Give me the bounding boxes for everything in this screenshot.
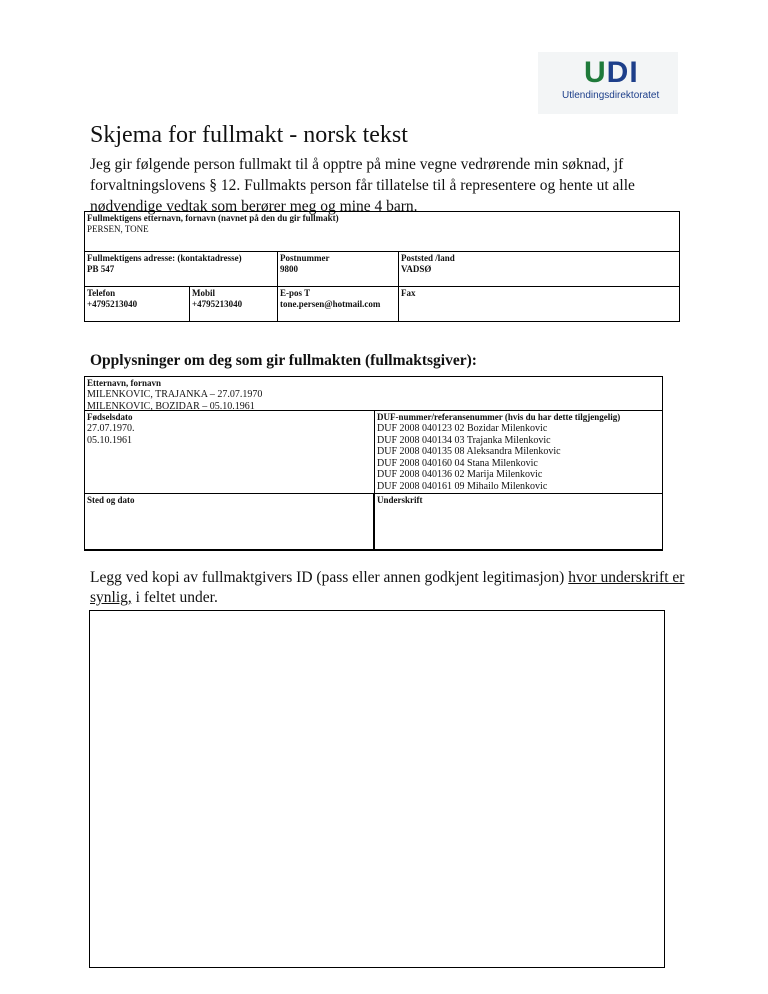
giver-duf-label: DUF-nummer/referansenummer (hvis du har dette tilgjengelig)	[377, 412, 621, 422]
agent-name-value: PERSEN, TONE	[87, 224, 149, 234]
agent-name-label: Fullmektigens etternavn, fornavn (navnet på den du gir fullmakt)	[87, 213, 339, 223]
agent-name-cell[interactable]	[84, 211, 680, 252]
giver-name-line: MILENKOVIC, TRAJANKA – 27.07.1970	[87, 389, 263, 400]
agent-fax-label: Fax	[401, 288, 416, 298]
agent-phone-value: +4795213040	[87, 299, 138, 309]
underlined-phrase: hvor underskrift er synlig,	[90, 569, 685, 606]
udi-logo-mark: UDI	[584, 56, 639, 89]
intro-paragraph: Jeg gir følgende person fullmakt til å opptre på mine vegne vedrørende min søknad, jf forvaltningslovens § 12. Fullmakts person får tillatelse til å representere og hente ut alle nødvendige vedtak som berører meg og mine 4 barn.	[90, 156, 635, 215]
agent-email-label: E-pos T	[280, 288, 311, 298]
agent-address-cell[interactable]	[84, 251, 278, 287]
signature-field[interactable]	[374, 493, 663, 551]
section-heading-giver: Opplysninger om deg som gir fullmakten (fullmaktsgiver):	[90, 352, 477, 369]
duf-line: DUF 2008 040161 09 Mihailo Milenkovic	[377, 480, 548, 492]
id-copy-field[interactable]	[89, 610, 665, 968]
attachment-instruction: Legg ved kopi av fullmaktgivers ID (pass eller annen godkjent legitimasjon) hvor underskrift er synlig, i feltet under.	[90, 569, 685, 606]
duf-line: DUF 2008 040160 04 Stana Milenkovic	[377, 457, 538, 469]
duf-line: DUF 2008 040123 02 Bozidar Milenkovic	[377, 423, 548, 434]
agent-fax-cell[interactable]	[398, 286, 680, 322]
giver-dob-line: 27.07.1970.	[87, 423, 135, 434]
duf-line: DUF 2008 040136 02 Marija Milenkovic	[377, 469, 543, 480]
place-date-field[interactable]	[84, 493, 375, 551]
duf-line: DUF 2008 040135 08 Aleksandra Milenkovic	[377, 446, 561, 457]
duf-line: DUF 2008 040134 03 Trajanka Milenkovic	[377, 434, 551, 446]
giver-name-cell[interactable]	[84, 376, 663, 411]
agent-mobile-cell[interactable]	[189, 286, 278, 322]
agent-address-label: Fullmektigens adresse: (kontaktadresse)	[87, 253, 242, 263]
agent-phone-cell[interactable]	[84, 286, 190, 322]
agent-email-value: tone.persen@hotmail.com	[280, 299, 381, 309]
agent-postnr-label: Postnummer	[280, 253, 330, 263]
agent-address-value: PB 547	[87, 264, 115, 274]
agent-mobile-value: +4795213040	[192, 299, 243, 309]
agent-email-cell[interactable]	[277, 286, 399, 322]
page-title: Skjema for fullmakt - norsk tekst	[90, 122, 408, 148]
agent-poststed-cell[interactable]	[398, 251, 680, 287]
agent-postnr-cell[interactable]	[277, 251, 399, 287]
udi-logo-subtitle: Utlendingsdirektoratet	[562, 90, 660, 101]
giver-name-line: MILENKOVIC, BOZIDAR – 05.10.1961	[87, 400, 255, 411]
agent-mobile-label: Mobil	[192, 288, 216, 298]
giver-dob-cell[interactable]	[84, 410, 375, 494]
place-date-label: Sted og dato	[87, 495, 135, 505]
agent-poststed-value: VADSØ	[401, 264, 432, 274]
agent-postnr-value: 9800	[280, 264, 298, 274]
giver-name-label: Etternavn, fornavn	[87, 378, 161, 388]
agent-phone-label: Telefon	[87, 288, 116, 298]
agent-poststed-label: Poststed /land	[401, 253, 455, 263]
signature-label: Underskrift	[377, 495, 423, 505]
giver-dob-label: Fødselsdato	[87, 412, 133, 422]
giver-dob-line: 05.10.1961	[87, 434, 132, 446]
giver-duf-cell[interactable]	[374, 410, 663, 494]
